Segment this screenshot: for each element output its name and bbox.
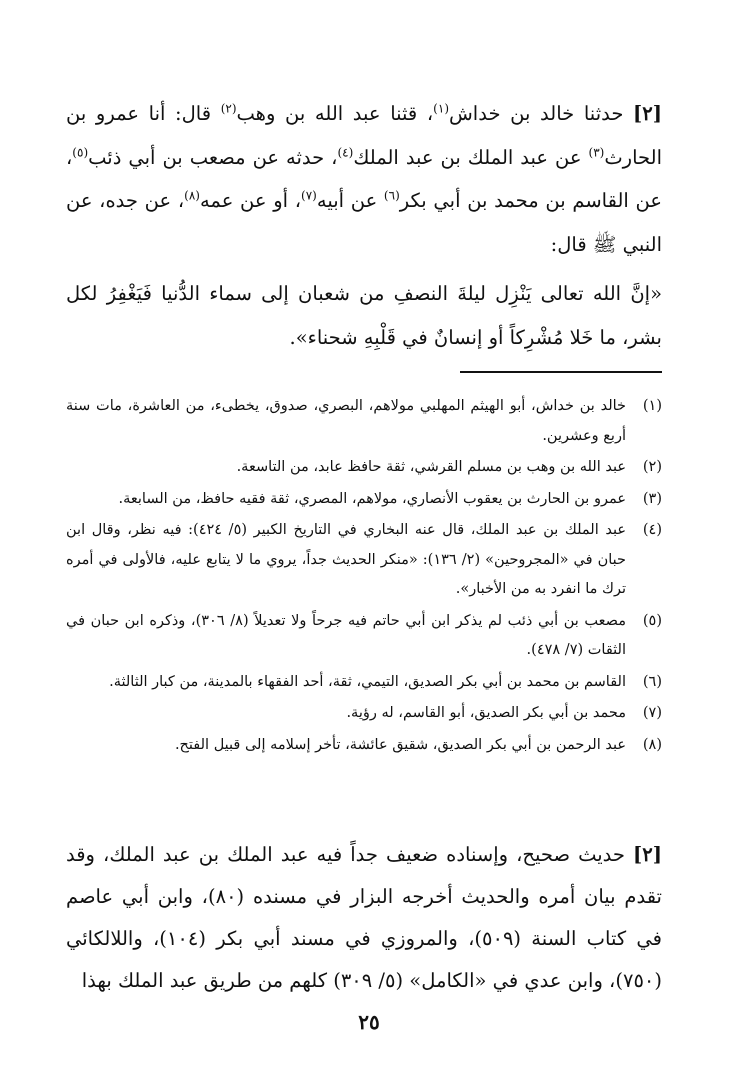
footnote-ref: (٤) (337, 145, 354, 159)
page-number: ٢٥ (358, 1010, 380, 1034)
hadith-section (66, 92, 662, 359)
footnote-text: مصعب بن أبي ذئب لم يذكر ابن أبي حاتم فيه جرحاً ولا تعديلاً (٨/ ٣٠٦)، وذكره ابن حبان في الثقات (٧/ ٤٧٨). (66, 612, 626, 658)
isnad-text: ، قثنا عبد الله بن وهب (236, 102, 434, 125)
footnote-ref: (١) (433, 101, 449, 116)
footnote-number: (٧) (642, 705, 662, 721)
footnote-text: عبد الله بن وهب بن مسلم القرشي، ثقة حافظ عابد، من التاسعة. (236, 459, 626, 475)
footnote-ref: (٢) (220, 101, 237, 116)
footnote-number: (٦) (642, 673, 662, 690)
footnote-item (66, 607, 662, 666)
grading-number: [٢] (633, 843, 662, 866)
footnote-ref: (٧) (301, 188, 317, 203)
footnote-text: القاسم بن محمد بن أبي بكر الصديق، التيمي، ثقة، أحد الفقهاء بالمدينة، من كبار الثالثة. (109, 673, 626, 690)
isnad-text: قال: أنا عمرو بن الحارث (66, 102, 662, 169)
isnad-text: عن عبد الملك بن عبد الملك (353, 145, 589, 169)
footnote-ref: (٥) (72, 145, 89, 159)
footnote-item (66, 516, 662, 605)
footnote-ref: (٨) (184, 188, 200, 203)
isnad-paragraph (66, 92, 662, 266)
footnotes (66, 392, 662, 762)
footnote-ref: (٣) (588, 145, 605, 159)
footnote-text: عبد الرحمن بن أبي بكر الصديق، شقيق عائشة، تأخر إسلامه إلى قبيل الفتح. (174, 736, 626, 753)
footnote-item (66, 453, 662, 483)
footnote-text: عبد الملك بن عبد الملك، قال عنه البخاري في التاريخ الكبير (٥/ ٤٢٤): فيه نظر، وقال ابن حبان في «المجروحين» (٢/ ١٣٦): «منكر الحديث جداً، يروي ما لا يتابع عليه، فالأولى في أمره ترك ما انفرد به من الأخبار». (66, 522, 626, 597)
footnote-item (66, 668, 662, 698)
footnote-text: خالد بن خداش، أبو الهيثم المهلبي مولاهم، البصري، صدوق، يخطىء، من العاشرة، مات سنة أربع وعشرين. (66, 398, 626, 444)
isnad-text: ، عن القاسم بن محمد بن أبي بكر (66, 145, 663, 212)
grading-text: حديث صحيح، وإسناده ضعيف جداً فيه عبد الملك بن عبد الملك، وقد تقدم بيان أمره والحديث أخرجه البزار في مسنده (٨٠)، وابن أبي عاصم في كتاب السنة (٥٠٩)، والمروزي في مسند أبي بكر (١٠٤)، واللالكائي (٧٥٠)، وابن عدي في «الكامل» (٥/ ٣٠٩) كلهم من طريق عبد الملك بهذا (66, 843, 662, 992)
hadith-number: [٢] (633, 102, 662, 125)
footnote-number: (٨) (642, 736, 662, 753)
footnote-number: (٢) (642, 459, 662, 475)
grading-section (66, 834, 662, 1002)
footnote-ref: (٦) (383, 188, 400, 203)
footnote-number: (٤) (642, 522, 662, 538)
footnote-divider (460, 371, 662, 373)
isnad-text: عن أبيه (316, 189, 384, 212)
footnote-item (66, 392, 662, 451)
footnote-item (66, 731, 662, 761)
footnote-number: (١) (642, 398, 662, 414)
isnad-text: ، عن جده، عن النبي ﷺ قال: (66, 189, 662, 256)
footnote-number: (٥) (642, 612, 662, 629)
hadith-text: «إنَّ الله تعالى يَنْزِل ليلةَ النصفِ من شعبان إلى سماء الدُّنيا فَيَغْفِرُ لكل بشر، ما خَلا مُشْرِكاً أو إنسانٌ في قَلْبِهِ شحناء». (66, 282, 662, 349)
isnad-text: ، حدثه عن مصعب بن أبي ذئب (88, 145, 338, 169)
footnote-item (66, 699, 662, 729)
footnote-item (66, 485, 662, 515)
isnad-text: ، أو عن عمه (199, 189, 302, 212)
footnote-number: (٣) (642, 490, 662, 507)
footnote-text: محمد بن أبي بكر الصديق، أبو القاسم، له رؤية. (346, 705, 626, 721)
footnote-text: عمرو بن الحارث بن يعقوب الأنصاري، مولاهم، المصري، ثقة فقيه حافظ، من السابعة. (118, 490, 626, 507)
isnad-text: حدثنا خالد بن خداش (449, 102, 624, 125)
